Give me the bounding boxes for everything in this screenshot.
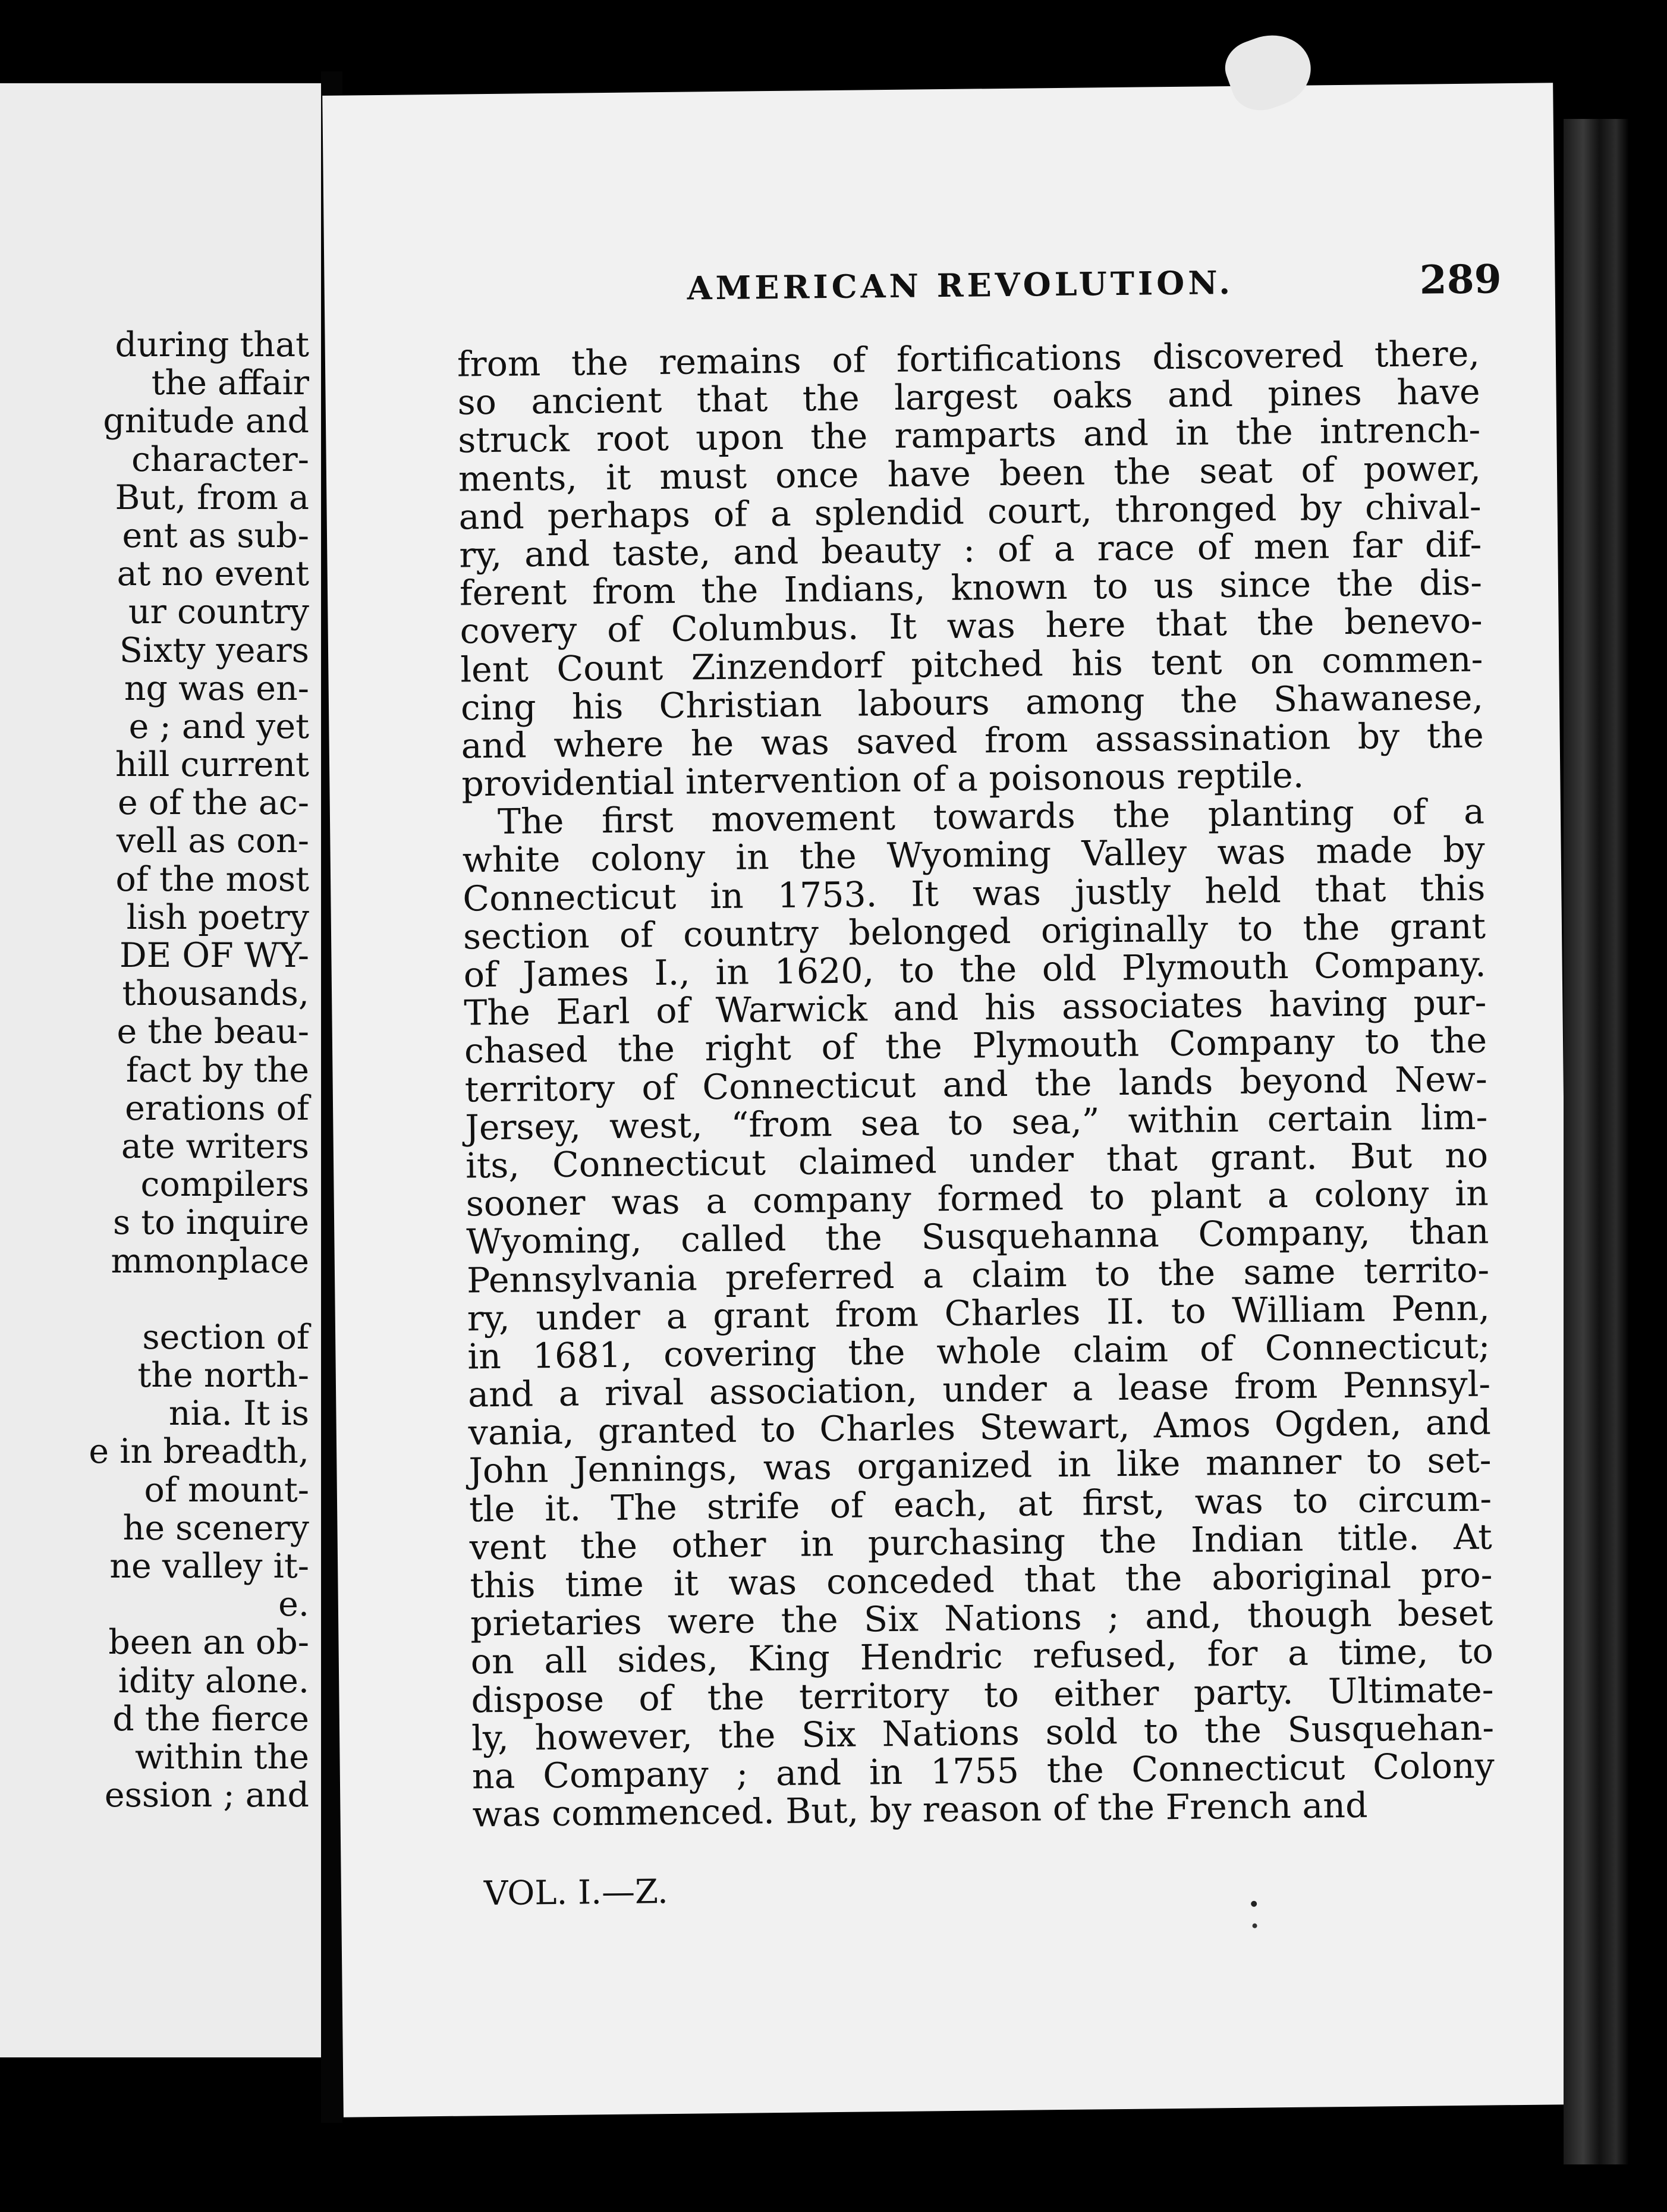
previous-page-line: character- bbox=[131, 439, 309, 479]
previous-page-line: ession ; and bbox=[104, 1776, 309, 1815]
text-line: ments, it must once have been the seat of power, bbox=[458, 448, 1482, 499]
previous-page-line: the affair bbox=[151, 363, 309, 403]
previous-page-line: Sixty years bbox=[119, 630, 309, 670]
text-line: this time it was conceded that the aboriginal pro- bbox=[470, 1554, 1493, 1606]
previous-page-line: section of bbox=[142, 1317, 309, 1357]
previous-page-line: fact by the bbox=[125, 1050, 309, 1090]
previous-page-line: e the beau- bbox=[117, 1012, 309, 1052]
current-page bbox=[322, 83, 1574, 2117]
text-line: Jersey, west, “from sea to sea,” within certain lim- bbox=[465, 1096, 1488, 1148]
previous-page-line: erations of bbox=[125, 1088, 309, 1128]
previous-page-line: within the bbox=[134, 1737, 309, 1777]
text-line: its, Connecticut claimed under that grant. But no bbox=[465, 1135, 1489, 1186]
previous-page-line: But, from a bbox=[115, 477, 309, 517]
previous-page-line: e in breadth, bbox=[89, 1432, 309, 1472]
previous-page-line: been an ob- bbox=[108, 1623, 309, 1663]
text-line: cing his Christian labours among the Shawanese, bbox=[460, 677, 1484, 728]
previous-page-line: the north- bbox=[137, 1356, 309, 1396]
text-line: sooner was a company formed to plant a colony in bbox=[465, 1173, 1489, 1224]
previous-page-line: he scenery bbox=[122, 1508, 309, 1548]
previous-page-line: lish poetry bbox=[126, 897, 309, 937]
previous-page-line: at no event bbox=[117, 554, 309, 594]
signature-mark: VOL. I.—Z. bbox=[483, 1872, 669, 1913]
text-line: Connecticut in 1753. It was justly held that this bbox=[463, 868, 1486, 919]
previous-page-line: during that bbox=[115, 325, 309, 365]
body-text bbox=[457, 335, 1495, 1834]
ink-speck bbox=[1251, 1901, 1257, 1907]
text-line: white colony in the Wyoming Valley was made by bbox=[462, 829, 1485, 881]
page-number: 289 bbox=[1419, 256, 1502, 303]
previous-page-line: gnitude and bbox=[103, 401, 309, 441]
text-line: territory of Connecticut and the lands beyond New- bbox=[464, 1058, 1488, 1110]
previous-page-fragment bbox=[0, 83, 321, 2057]
previous-page-line: vell as con- bbox=[116, 821, 309, 861]
text-line: lent Count Zinzendorf pitched his tent on commen- bbox=[460, 639, 1483, 690]
text-line: was commenced. But, by reason of the French and bbox=[472, 1784, 1368, 1835]
text-line: ferent from the Indians, known to us since the dis- bbox=[459, 562, 1483, 614]
previous-page-line: ng was en- bbox=[124, 668, 309, 708]
running-head: AMERICAN REVOLUTION. bbox=[687, 263, 1234, 307]
previous-page-line: mmonplace bbox=[111, 1241, 309, 1281]
previous-page-line: ate writers bbox=[121, 1126, 309, 1166]
text-line: struck root upon the ramparts and in the intrench- bbox=[457, 409, 1481, 461]
text-line: tle it. The strife of each, at first, was to circum- bbox=[468, 1478, 1492, 1530]
text-line: Wyoming, called the Susquehanna Company, than bbox=[466, 1211, 1489, 1262]
previous-page-line: e ; and yet bbox=[128, 706, 309, 746]
previous-page-line: compilers bbox=[140, 1165, 309, 1205]
previous-page-line: of the most bbox=[115, 859, 309, 899]
text-line: ry, under a grant from Charles II. to William Penn, bbox=[467, 1287, 1490, 1339]
text-line: Pennsylvania preferred a claim to the same territo- bbox=[466, 1249, 1490, 1300]
text-line: section of country belonged originally to the grant bbox=[463, 906, 1486, 957]
previous-page-line: s to inquire bbox=[112, 1203, 309, 1243]
previous-page-line: thousands, bbox=[122, 974, 309, 1014]
previous-page-line: idity alone. bbox=[118, 1661, 309, 1701]
previous-page-line: e. bbox=[278, 1585, 309, 1625]
text-line: of James I., in 1620, to the old Plymouth Company. bbox=[463, 944, 1487, 995]
previous-page-line bbox=[0, 1280, 309, 1318]
previous-page-line: ne valley it- bbox=[109, 1547, 309, 1586]
text-line: The Earl of Warwick and his associates having pur- bbox=[464, 982, 1487, 1033]
text-line: chased the right of the Plymouth Company to the bbox=[464, 1020, 1487, 1072]
previous-page-line: e of the ac- bbox=[117, 783, 309, 823]
text-line: and where he was saved from assassination by the bbox=[461, 715, 1484, 766]
ink-speck bbox=[1253, 1924, 1257, 1928]
text-line: ly, however, the Six Nations sold to the Susquehan- bbox=[471, 1707, 1495, 1759]
text-line: in 1681, covering the whole claim of Connecticut; bbox=[467, 1325, 1490, 1377]
text-line: prietaries were the Six Nations ; and, though beset bbox=[470, 1592, 1493, 1644]
text-line: The first movement towards the planting of a bbox=[497, 791, 1485, 843]
text-line: and a rival association, under a lease from Pennsyl- bbox=[467, 1363, 1491, 1415]
text-line: na Company ; and in 1755 the Connecticut Colony bbox=[471, 1745, 1495, 1797]
previous-page-line: ent as sub- bbox=[122, 516, 309, 555]
previous-page-line: hill current bbox=[115, 745, 309, 785]
previous-page-line: of mount- bbox=[144, 1470, 309, 1510]
page-edge bbox=[1564, 119, 1629, 2164]
text-line: providential intervention of a poisonous reptile. bbox=[461, 755, 1304, 805]
previous-page-text bbox=[0, 326, 309, 1814]
previous-page-line: d the fierce bbox=[112, 1699, 309, 1739]
text-line: covery of Columbus. It was here that the benevo- bbox=[460, 600, 1483, 652]
text-line: vania, granted to Charles Stewart, Amos Ogden, and bbox=[468, 1402, 1492, 1453]
text-line: so ancient that the largest oaks and pines have bbox=[457, 371, 1480, 423]
text-line: John Jennings, was organized in like manner to set- bbox=[468, 1440, 1492, 1491]
text-line: vent the other in purchasing the Indian title. At bbox=[469, 1516, 1493, 1568]
text-line: and perhaps of a splendid court, thronged by chival- bbox=[458, 486, 1482, 538]
text-line: ry, and taste, and beauty : of a race of men far dif- bbox=[459, 524, 1482, 576]
text-line: on all sides, King Hendric refused, for a time, to bbox=[470, 1630, 1494, 1682]
previous-page-line: DE OF WY- bbox=[119, 936, 309, 975]
text-line: dispose of the territory to either party. Ultimate- bbox=[471, 1669, 1494, 1721]
previous-page-line: ur country bbox=[128, 592, 309, 632]
previous-page-line: nia. It is bbox=[168, 1394, 309, 1434]
text-line: from the remains of fortifications discovered there, bbox=[457, 333, 1480, 385]
